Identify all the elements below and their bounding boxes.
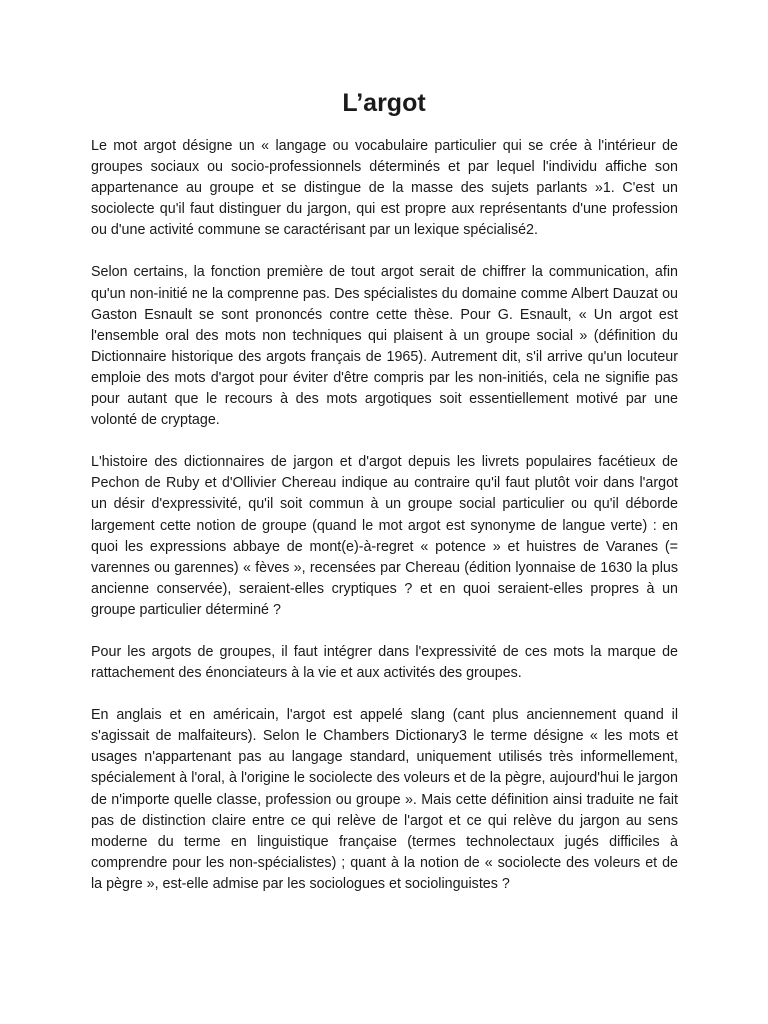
paragraph-5: En anglais et en américain, l'argot est appelé slang (cant plus anciennement quand il s'agissait de malfaiteurs). Selon le Chambers Dictionary3 le terme désigne « les mots et usages n'appartenant pas au langage standard, uniquement utilisés très informellement, spécialement à l'oral, à l'origine le sociolecte des voleurs et de la pègre, aujourd'hui le jargon de n'importe quelle classe, profession ou groupe ». Mais cette définition ainsi traduite ne fait pas de distinction claire entre ce qui relève de l'argot et ce qui relève du jargon au sens moderne du terme en linguistique française (termes technolectaux jugés difficiles à comprendre pour les non-spécialistes) ; quant à la notion de « sociolecte des voleurs et de la pègre », est-elle admise par les sociologues et sociolinguistes ? <box>91 707 678 892</box>
paragraph-1: Le mot argot désigne un « langage ou vocabulaire particulier qui se crée à l'intérieur de groupes sociaux ou socio-professionnels déterminés et par lequel l'individu affiche son appartenance au groupe et se distingue de la masse des sujets parlants »1. C'est un sociolecte qu'il faut distinguer du jargon, qui est propre aux représentants d'une profession ou d'une activité commune se caractérisant par un lexique spécialisé2. <box>91 138 678 239</box>
page-title: L’argot <box>342 89 426 117</box>
paragraph-2: Selon certains, la fonction première de tout argot serait de chiffrer la communication, afin qu'un non-initié ne la comprenne pas. Des spécialistes du domaine comme Albert Dauzat ou Gaston Esnault se sont prononcés contre cette thèse. Pour G. Esnault, « Un argot est l'ensemble oral des mots non techniques qui plaisent à un groupe social » (définition du Dictionnaire historique des argots français de 1965). Autrement dit, s'il arrive qu'un locuteur emploie des mots d'argot pour éviter d'être compris par les non-initiés, cela ne signifie pas pour autant que le recours à des mots argotiques soit essentiellement motivé par une volonté de cryptage. <box>91 264 678 429</box>
document-body <box>91 136 678 916</box>
paragraph-3: L'histoire des dictionnaires de jargon et d'argot depuis les livrets populaires facétieux de Pechon de Ruby et d'Ollivier Chereau indique au contraire qu'il faut plutôt voir dans l'argot un désir d'expressivité, qu'il soit commun à un groupe social particulier ou qu'il déborde largement cette notion de groupe (quand le mot argot est synonyme de langue verte) : en quoi les expressions abbaye de mont(e)-à-regret « potence » et huistres de Varanes (= varennes ou garennes) « fèves », recensées par Chereau (édition lyonnaise de 1630 la plus ancienne conservée), seraient-elles cryptiques ? et en quoi seraient-elles propres à un groupe particulier déterminé ? <box>91 454 678 618</box>
paragraph-4: Pour les argots de groupes, il faut intégrer dans l'expressivité de ces mots la marque de rattachement des énonciateurs à la vie et aux activités des groupes. <box>91 643 678 682</box>
